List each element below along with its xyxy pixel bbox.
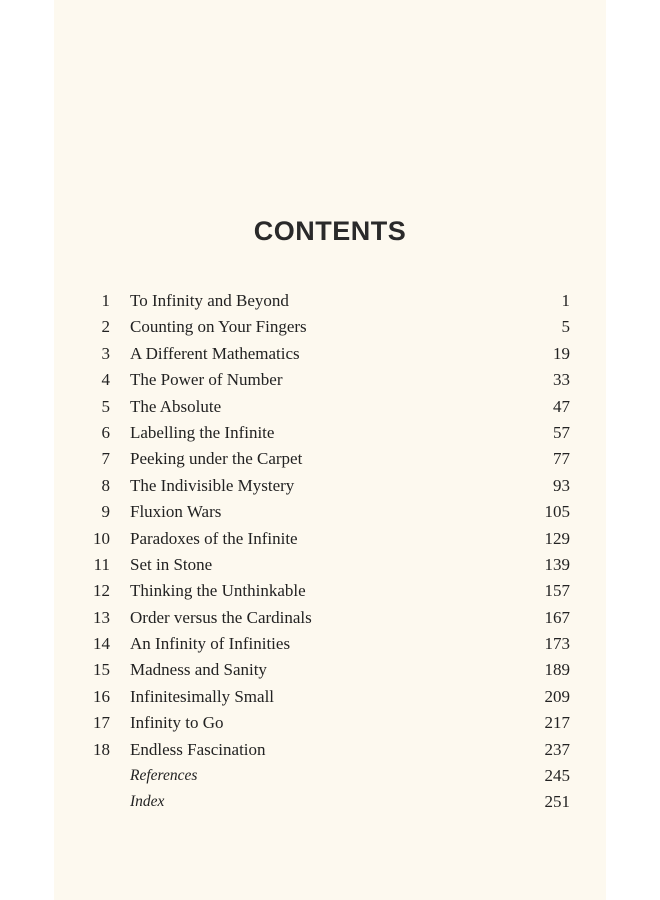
toc-entry [88,314,570,340]
page-number: 251 [544,792,570,812]
chapter-number: 5 [101,396,110,416]
toc-entry [88,789,570,815]
chapter-title: Infinity to Go [130,713,224,733]
toc-entry [88,526,570,552]
toc-entry [88,631,570,657]
chapter-title: References [130,767,198,785]
chapter-title: Peeking under the Carpet [130,449,303,469]
chapter-title: Set in Stone [130,554,213,574]
toc-entry [88,552,570,578]
chapter-title: The Indivisible Mystery [130,475,295,495]
page-number: 33 [553,370,570,390]
chapter-number: 3 [101,343,110,363]
page-number: 47 [553,396,570,416]
toc-entry [88,605,570,631]
toc-entry [88,473,570,499]
page-number: 105 [544,502,570,522]
page-number: 93 [553,475,570,495]
table-of-contents [88,288,570,816]
chapter-number: 16 [93,686,110,706]
chapter-number: 14 [93,634,110,654]
chapter-number: 12 [93,581,110,601]
chapter-title: A Different Mathematics [130,343,300,363]
toc-entry [88,684,570,710]
contents-heading: CONTENTS [253,216,407,246]
toc-entry [88,341,570,367]
chapter-number: 18 [93,739,110,759]
chapter-title: Order versus the Cardinals [130,607,312,627]
toc-entry [88,737,570,763]
page-number: 129 [544,528,570,548]
chapter-title: The Absolute [130,396,222,416]
chapter-title: Thinking the Unthinkable [130,581,306,601]
toc-entry [88,288,570,314]
toc-entry [88,499,570,525]
page-number: 157 [544,581,570,601]
page-number: 57 [553,422,570,442]
toc-entry [88,367,570,393]
page-number: 173 [544,634,570,654]
chapter-number: 10 [93,528,110,548]
chapter-title: To Infinity and Beyond [130,291,289,310]
chapter-title: Labelling the Infinite [130,422,275,442]
toc-entry [88,763,570,789]
page-number: 77 [553,449,570,469]
page-number: 209 [544,686,570,706]
toc-entry [88,420,570,446]
page-number: 1 [561,291,570,310]
chapter-number: 13 [93,607,110,627]
page-number: 167 [544,607,570,627]
chapter-number: 1 [101,291,110,310]
chapter-number: 6 [101,422,110,442]
page-number: 237 [544,739,570,759]
chapter-number: 15 [93,660,110,680]
chapter-number: 11 [93,554,110,574]
chapter-title: Endless Fascination [130,739,266,759]
chapter-title: Counting on Your Fingers [130,317,307,337]
toc-entry [88,578,570,604]
chapter-title: Paradoxes of the Infinite [130,528,298,548]
page-number: 139 [544,554,570,574]
chapter-number: 9 [101,502,110,522]
chapter-title: Fluxion Wars [130,502,222,522]
chapter-number: 7 [101,449,110,469]
chapter-title: The Power of Number [130,370,283,390]
page-number: 189 [544,660,570,680]
chapter-number: 17 [93,713,110,733]
chapter-number: 2 [101,317,110,337]
chapter-title: Infinitesimally Small [130,686,275,706]
page-number: 19 [553,343,570,363]
page-number: 245 [544,766,570,786]
chapter-title: Index [130,793,165,811]
chapter-title: Madness and Sanity [130,660,267,680]
toc-entry [88,657,570,683]
toc-entry [88,446,570,472]
chapter-number: 8 [101,475,110,495]
page-number: 5 [561,317,570,337]
toc-entry [88,710,570,736]
toc-entry [88,394,570,420]
chapter-number: 4 [101,370,110,390]
chapter-title: An Infinity of Infinities [130,634,291,654]
page-number: 217 [544,713,570,733]
book-page [54,0,606,900]
